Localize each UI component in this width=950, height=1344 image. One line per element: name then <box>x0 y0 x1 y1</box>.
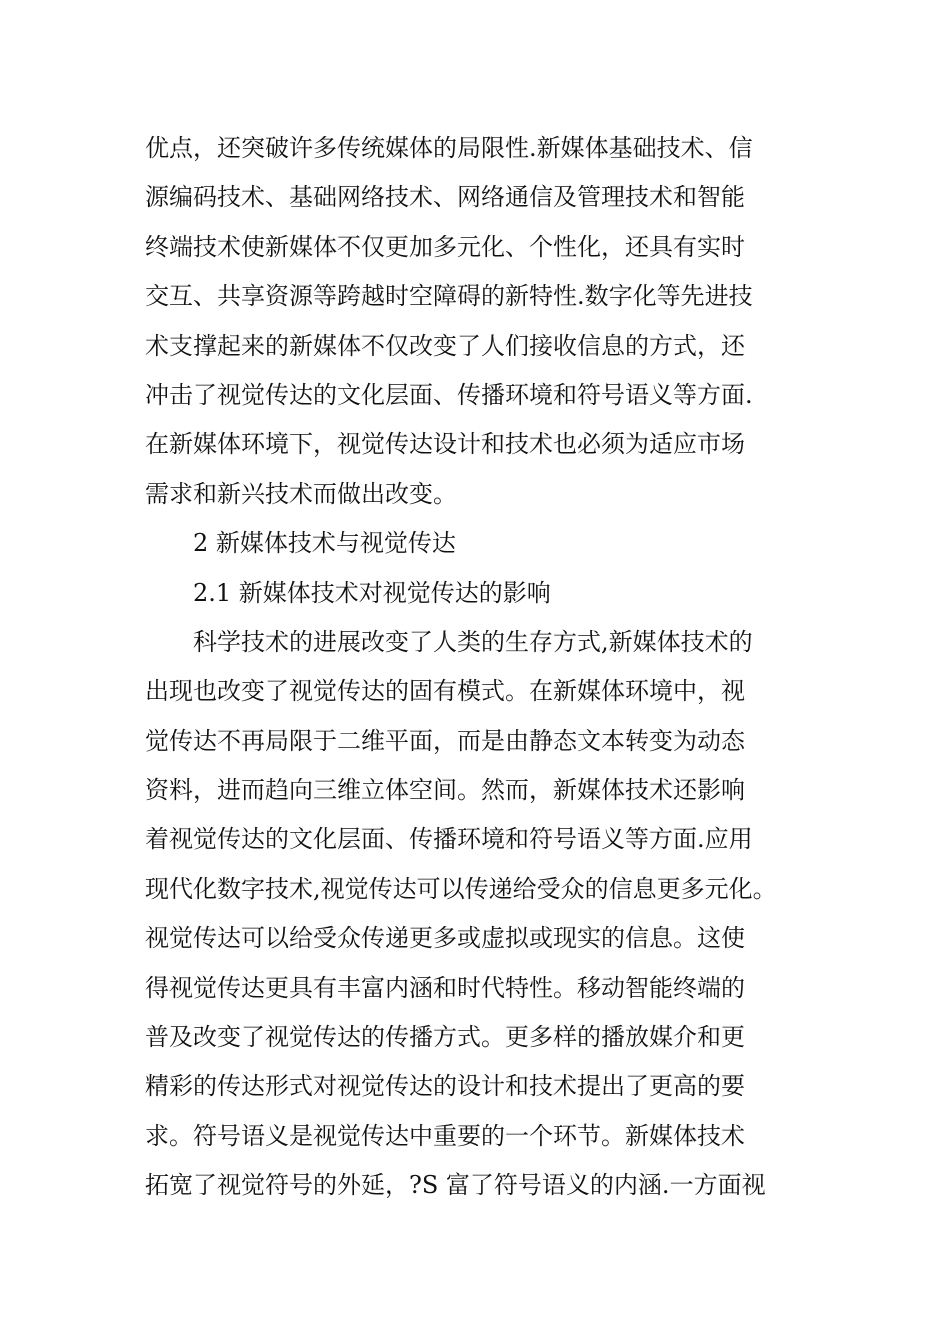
text-line: 现代化数字技术,视觉传达可以传递给受众的信息更多元化。 <box>145 874 777 903</box>
section-heading: 2 新媒体技术与视觉传达 <box>193 529 456 558</box>
text-line: 拓宽了视觉符号的外延，?S 富了符号语义的内涵.一方面视 <box>145 1171 766 1200</box>
text-line: 觉传达不再局限于二维平面，而是由静态文本转变为动态 <box>145 726 745 755</box>
text-line: 求。符号语义是视觉传达中重要的一个环节。新媒体技术 <box>145 1121 745 1150</box>
text-line: 需求和新兴技术而做出改变。 <box>145 479 457 508</box>
text-line: 精彩的传达形式对视觉传达的设计和技术提出了更高的要 <box>145 1072 745 1101</box>
text-line: 出现也改变了视觉传达的固有模式。在新媒体环境中，视 <box>145 677 745 706</box>
text-line: 普及改变了视觉传达的传播方式。更多样的播放媒介和更 <box>145 1023 745 1052</box>
subsection-heading: 2.1 新媒体技术对视觉传达的影响 <box>193 578 551 607</box>
text-line: 交互、共享资源等跨越时空障碍的新特性.数字化等先进技 <box>145 282 753 311</box>
text-line: 科学技术的进展改变了人类的生存方式,新媒体技术的 <box>193 627 753 656</box>
text-line: 在新媒体环境下，视觉传达设计和技术也必须为适应市场 <box>145 430 745 459</box>
text-line: 冲击了视觉传达的文化层面、传播环境和符号语义等方面. <box>145 380 753 409</box>
text-line: 终端技术使新媒体不仅更加多元化、个性化，还具有实时 <box>145 232 745 261</box>
text-line: 视觉传达可以给受众传递更多或虚拟或现实的信息。这使 <box>145 924 745 953</box>
paragraph-intro-continued <box>145 124 825 519</box>
text-line: 资料，进而趋向三维立体空间。然而，新媒体技术还影响 <box>145 776 745 805</box>
text-line: 着视觉传达的文化层面、传播环境和符号语义等方面.应用 <box>145 825 753 854</box>
text-line: 得视觉传达更具有丰富内涵和时代特性。移动智能终端的 <box>145 973 745 1002</box>
text-line: 术支撑起来的新媒体不仅改变了人们接收信息的方式，还 <box>145 331 745 360</box>
text-line: 源编码技术、基础网络技术、网络通信及管理技术和智能 <box>145 183 745 212</box>
text-line: 优点，还突破许多传统媒体的局限性.新媒体基础技术、信 <box>145 134 753 162</box>
paragraph-body <box>145 618 825 1211</box>
document-body <box>145 124 825 1211</box>
